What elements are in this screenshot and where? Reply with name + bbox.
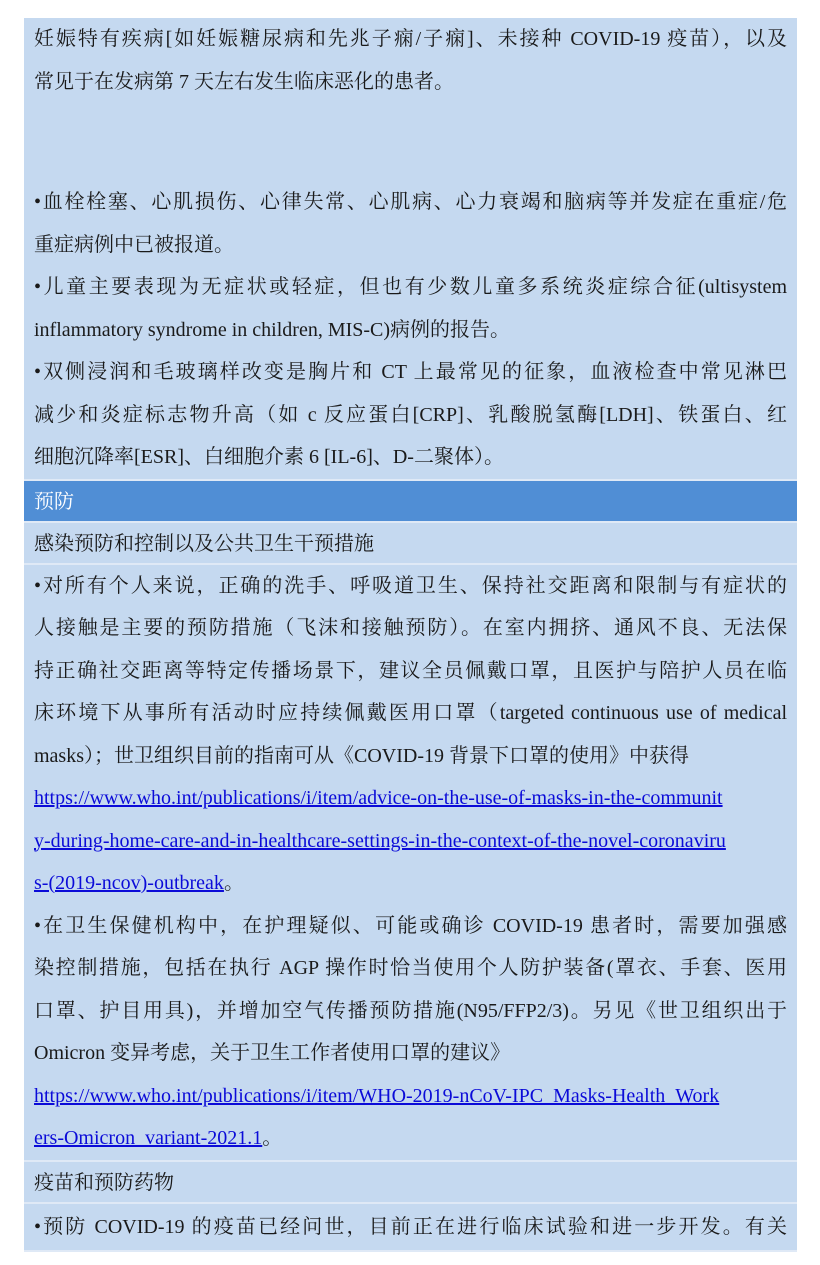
health-workers-masks-link[interactable]: https://www.who.int/publications/i/item/WHO-2019-nCoV-IPC_Masks-Health_Work bbox=[34, 1084, 720, 1107]
subheading-vaccines: 疫苗和预防药物 bbox=[24, 1162, 797, 1204]
vaccines-cell bbox=[24, 1204, 797, 1252]
text-line: Omicron 变异考虑，关于卫生工作者使用口罩的建议》 bbox=[34, 1042, 511, 1064]
subheading-ipc: 感染预防和控制以及公共卫生干预措施 bbox=[24, 523, 797, 565]
text-line: •对所有个人来说，正确的洗手、呼吸道卫生、保持社交距离和限制与有症状的 bbox=[34, 574, 787, 597]
health-workers-masks-link[interactable]: ers-Omicron_variant-2021.1 bbox=[34, 1127, 263, 1149]
masks-guidance-link[interactable]: y-during-home-care-and-in-healthcare-settings-in-the-context-of-the-novel-coronaviru bbox=[34, 829, 726, 852]
text-line: inflammatory syndrome in children, MIS-C)病例的报告。 bbox=[34, 318, 511, 341]
punctuation: 。 bbox=[262, 1127, 283, 1149]
text-line: 细胞沉降率[ESR]、白细胞介素 6 [IL-6]、D-二聚体）。 bbox=[34, 446, 504, 468]
text-line: 常见于在发病第 7 天左右发生临床恶化的患者。 bbox=[34, 70, 454, 93]
punctuation: 。 bbox=[223, 872, 244, 894]
text-line: 持正确社交距离等特定传播场景下，建议全员佩戴口罩，且医护与陪护人员在临 bbox=[34, 659, 787, 682]
text-line: masks）；世卫组织目前的指南可从《COVID-19 背景下口罩的使用》中获得 bbox=[34, 744, 689, 767]
text-line: 人接触是主要的预防措施（飞沫和接触预防）。在室内拥挤、通风不良、无法保 bbox=[34, 617, 787, 639]
text-line: •预防 COVID-19 的疫苗已经问世，目前正在进行临床试验和进一步开发。有关 bbox=[34, 1215, 787, 1238]
masks-guidance-link[interactable]: s-(2019-ncov)-outbreak bbox=[34, 872, 224, 894]
masks-guidance-link[interactable]: https://www.who.int/publications/i/item/advice-on-the-use-of-masks-in-the-communit bbox=[34, 787, 723, 809]
text-line: •儿童主要表现为无症状或轻症，但也有少数儿童多系统炎症综合征(ultisystem bbox=[34, 276, 787, 298]
ipc-cell bbox=[24, 565, 797, 1162]
document-table bbox=[24, 18, 797, 1252]
text-line: 口罩、护目用具)，并增加空气传播预防措施(N95/FFP2/3)。另见《世卫组织出于 bbox=[34, 999, 787, 1022]
text-line: 染控制措施，包括在执行 AGP 操作时恰当使用个人防护装备(罩衣、手套、医用 bbox=[34, 957, 787, 979]
text-line: 妊娠特有疾病[如妊娠糖尿病和先兆子痫/子痫]、未接种 COVID-19 疫苗），以及 bbox=[34, 28, 787, 50]
text-line: 重症病例中已被报道。 bbox=[34, 233, 234, 256]
text-line: 床环境下从事所有活动时应持续佩戴医用口罩（targeted continuous use of medical bbox=[34, 702, 787, 724]
text-line: •血栓栓塞、心肌损伤、心律失常、心肌病、心力衰竭和脑病等并发症在重症/危 bbox=[34, 191, 787, 213]
text-line: •在卫生保健机构中，在护理疑似、可能或确诊 COVID-19 患者时，需要加强感 bbox=[34, 914, 787, 937]
text-line: 减少和炎症标志物升高（如 c 反应蛋白[CRP]、乳酸脱氢酶[LDH]、铁蛋白、红 bbox=[34, 403, 787, 426]
section-header-prevention: 预防 bbox=[24, 481, 797, 523]
clinical-features-cell bbox=[24, 18, 797, 481]
text-line: •双侧浸润和毛玻璃样改变是胸片和 CT 上最常见的征象，血液检查中常见淋巴 bbox=[34, 361, 787, 383]
